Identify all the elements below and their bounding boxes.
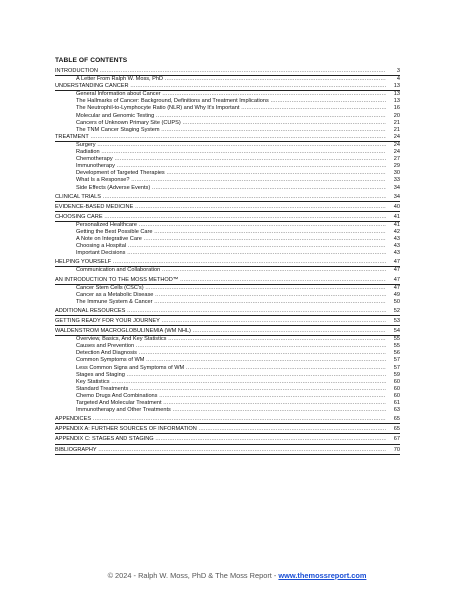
toc-entry-label: Personalized Healthcare ..... — [76, 222, 386, 229]
toc-entry[interactable] — [55, 120, 400, 127]
toc-entry[interactable] — [55, 386, 400, 393]
toc-entry[interactable] — [55, 194, 400, 202]
toc-entry-label: Stages and Staging ..... — [76, 372, 386, 379]
toc-entry-page: 67 — [386, 436, 400, 443]
toc-entry-label: INTRODUCTION ..... — [55, 68, 386, 75]
toc-entry-label: Common Symptoms of WM ..... — [76, 357, 386, 364]
toc-entry-page: 60 — [386, 393, 400, 400]
toc-entry[interactable] — [55, 416, 400, 424]
toc-entry-label: Key Statistics ..... — [76, 379, 386, 386]
toc-entry-page: 57 — [386, 357, 400, 364]
footer-copyright: © 2024 - Ralph W. Moss, PhD & The Moss Report - — [107, 571, 279, 580]
toc-entry-page: 3 — [386, 68, 400, 75]
toc-entry-label: AN INTRODUCTION TO THE MOSS METHOD™ ..... — [55, 277, 386, 284]
toc-entry[interactable] — [55, 285, 400, 292]
toc-entry-label: TREATMENT ..... — [55, 134, 386, 141]
toc-entry[interactable] — [55, 447, 400, 455]
toc-entry-page: 34 — [386, 194, 400, 201]
toc-entry-page: 33 — [386, 177, 400, 184]
toc-entry[interactable] — [55, 68, 400, 76]
toc-entry[interactable] — [55, 318, 400, 326]
toc-entry-page: 50 — [386, 299, 400, 306]
toc-entry-label: EVIDENCE-BASED MEDICINE ..... — [55, 204, 386, 211]
toc-entry-page: 24 — [386, 149, 400, 156]
toc-entry[interactable] — [55, 204, 400, 212]
toc-entry-page: 13 — [386, 91, 400, 98]
toc-entry-page: 40 — [386, 204, 400, 211]
toc-entry-page: 42 — [386, 229, 400, 236]
toc-entry-page: 63 — [386, 407, 400, 414]
toc-entry-label: Radiation ..... — [76, 149, 386, 156]
toc-entry-label: GETTING READY FOR YOUR JOURNEY ..... — [55, 318, 386, 325]
toc-entry-page: 60 — [386, 386, 400, 393]
toc-entry-page: 65 — [386, 426, 400, 433]
toc-entry-label: UNDERSTANDING CANCER ..... — [55, 83, 386, 90]
toc-entry[interactable] — [55, 259, 400, 267]
toc-entry-label: General Information about Cancer ..... — [76, 91, 386, 98]
toc-entry-page: 34 — [386, 185, 400, 192]
toc-entry[interactable] — [55, 336, 400, 343]
toc-entry-page: 43 — [386, 250, 400, 257]
toc-entry-label: CHOOSING CARE ..... — [55, 214, 386, 221]
toc-entry-label: Communication and Collaboration ..... — [76, 267, 386, 274]
toc-entry-page: 21 — [386, 127, 400, 134]
toc-entry[interactable] — [55, 426, 400, 434]
toc-entry-page: 29 — [386, 163, 400, 170]
toc-entry-label: A Letter From Ralph W. Moss, PhD ..... — [76, 76, 386, 83]
toc-entry-label: The Immune System & Cancer ..... — [76, 299, 386, 306]
toc-entry-label: CLINICAL TRIALS ..... — [55, 194, 386, 201]
toc-entry-label: Detection And Diagnosis ..... — [76, 350, 386, 357]
toc-entry[interactable] — [55, 292, 400, 299]
toc-entry-page: 4 — [386, 76, 400, 83]
toc-entry-page: 61 — [386, 400, 400, 407]
toc-entry-label: Causes and Prevention ..... — [76, 343, 386, 350]
toc-entry-page: 41 — [386, 222, 400, 229]
page-footer — [0, 571, 474, 580]
toc-entry-label: Chemotherapy ..... — [76, 156, 386, 163]
toc-entry[interactable] — [55, 308, 400, 316]
toc-entry-page: 47 — [386, 267, 400, 274]
toc-entry[interactable] — [55, 436, 400, 444]
toc-entry-label: What Is a Response? ..... — [76, 177, 386, 184]
toc-entry[interactable] — [55, 407, 400, 414]
toc-entry-label: Targeted And Molecular Treatment ..... — [76, 400, 386, 407]
toc-entry[interactable] — [55, 149, 400, 156]
toc-entry-label: Cancer Stem Cells (CSC's) ..... — [76, 285, 386, 292]
toc-entry[interactable] — [55, 134, 400, 142]
toc-entry-label: Immunotherapy and Other Treatments ..... — [76, 407, 386, 414]
toc-entry[interactable] — [55, 343, 400, 350]
toc-entry[interactable] — [55, 214, 400, 222]
toc-entry-page: 49 — [386, 292, 400, 299]
toc-entry-label: Surgery ..... — [76, 142, 386, 149]
toc-entry-label: APPENDIX A: FURTHER SOURCES OF INFORMATION ..... — [55, 426, 386, 433]
toc-entry-label: HELPING YOURSELF ..... — [55, 259, 386, 266]
toc-entry[interactable] — [55, 177, 400, 184]
toc-entry-page: 54 — [386, 328, 400, 335]
toc-entry-page: 55 — [386, 336, 400, 343]
toc-entry[interactable] — [55, 105, 400, 112]
toc-entry-label: Overview, Basics, And Key Statistics ..... — [76, 336, 386, 343]
toc-entry[interactable] — [55, 185, 400, 192]
toc-entry[interactable] — [55, 277, 400, 285]
toc-entry-page: 30 — [386, 170, 400, 177]
toc-entry[interactable] — [55, 83, 400, 91]
toc-entry-page: 21 — [386, 120, 400, 127]
toc-entry[interactable] — [55, 91, 400, 98]
toc-entry-label: Standard Treatments ..... — [76, 386, 386, 393]
toc-entry-label: APPENDICES ..... — [55, 416, 386, 423]
footer-link[interactable]: www.themossreport.com — [278, 571, 367, 580]
toc-entry-page: 56 — [386, 350, 400, 357]
toc-entry[interactable] — [55, 250, 400, 257]
toc-entry-page: 53 — [386, 318, 400, 325]
table-of-contents — [55, 68, 400, 455]
toc-entry-label: Immunotherapy ..... — [76, 163, 386, 170]
toc-entry[interactable] — [55, 328, 400, 336]
toc-entry[interactable] — [55, 222, 400, 229]
toc-entry-label: Less Common Signs and Symptoms of WM ..... — [76, 365, 386, 372]
toc-entry-page: 41 — [386, 214, 400, 221]
toc-entry-page: 43 — [386, 236, 400, 243]
toc-entry-label: Chemo Drugs And Combinations ..... — [76, 393, 386, 400]
toc-entry-label: Getting the Best Possible Care ..... — [76, 229, 386, 236]
toc-entry-page: 13 — [386, 98, 400, 105]
toc-entry-label: A Note on Integrative Care ..... — [76, 236, 386, 243]
toc-entry[interactable] — [55, 163, 400, 170]
toc-entry[interactable] — [55, 365, 400, 372]
toc-entry-label: APPENDIX C: STAGES AND STAGING ..... — [55, 436, 386, 443]
toc-entry[interactable] — [55, 156, 400, 163]
toc-entry[interactable] — [55, 236, 400, 243]
toc-entry[interactable] — [55, 142, 400, 149]
toc-entry-label: Cancer as a Metabolic Disease ..... — [76, 292, 386, 299]
toc-entry[interactable] — [55, 379, 400, 386]
toc-entry-page: 24 — [386, 142, 400, 149]
toc-entry-label: Cancers of Unknown Primary Site (CUPS) ..... — [76, 120, 386, 127]
toc-entry-page: 20 — [386, 113, 400, 120]
toc-entry-page: 43 — [386, 243, 400, 250]
toc-entry[interactable] — [55, 393, 400, 400]
toc-entry-page: 59 — [386, 372, 400, 379]
toc-entry-page: 65 — [386, 416, 400, 423]
toc-entry-label: The Neutrophil-to-Lymphocyte Ratio (NLR) and Why It's Important ..... — [76, 105, 386, 112]
toc-entry[interactable] — [55, 400, 400, 407]
toc-entry-page: 60 — [386, 379, 400, 386]
toc-entry[interactable] — [55, 98, 400, 105]
toc-entry-page: 47 — [386, 259, 400, 266]
toc-entry-page: 24 — [386, 134, 400, 141]
toc-entry-label: The TNM Cancer Staging System ..... — [76, 127, 386, 134]
toc-entry[interactable] — [55, 243, 400, 250]
toc-entry[interactable] — [55, 229, 400, 236]
toc-entry-label: Important Decisions ..... — [76, 250, 386, 257]
toc-entry-page: 57 — [386, 365, 400, 372]
toc-entry-page: 16 — [386, 105, 400, 112]
toc-entry-label: ADDITIONAL RESOURCES ..... — [55, 308, 386, 315]
toc-entry-page: 47 — [386, 285, 400, 292]
toc-entry-label: The Hallmarks of Cancer: Background, Definitions and Treatment Implications ..... — [76, 98, 386, 105]
toc-entry-label: Molecular and Genomic Testing ..... — [76, 113, 386, 120]
toc-entry-page: 70 — [386, 447, 400, 454]
toc-entry[interactable] — [55, 372, 400, 379]
toc-entry-page: 47 — [386, 277, 400, 284]
toc-entry-label: Side Effects (Adverse Events) ..... — [76, 185, 386, 192]
toc-entry[interactable] — [55, 350, 400, 357]
toc-entry-page: 52 — [386, 308, 400, 315]
toc-entry[interactable] — [55, 127, 400, 134]
toc-entry[interactable] — [55, 113, 400, 120]
toc-entry[interactable] — [55, 357, 400, 364]
toc-entry-label: Development of Targeted Therapies ..... — [76, 170, 386, 177]
toc-entry[interactable] — [55, 267, 400, 274]
toc-entry[interactable] — [55, 299, 400, 306]
toc-entry[interactable] — [55, 76, 400, 83]
toc-entry-page: 55 — [386, 343, 400, 350]
toc-entry-label: Choosing a Hospital ..... — [76, 243, 386, 250]
page-title: TABLE OF CONTENTS — [55, 57, 128, 64]
toc-entry-label: BIBLIOGRAPHY ..... — [55, 447, 386, 454]
toc-entry[interactable] — [55, 170, 400, 177]
toc-entry-page: 27 — [386, 156, 400, 163]
toc-entry-page: 13 — [386, 83, 400, 90]
toc-entry-label: WALDENSTROM MACROGLOBULINEMIA (WM NHL) ..... — [55, 328, 386, 335]
